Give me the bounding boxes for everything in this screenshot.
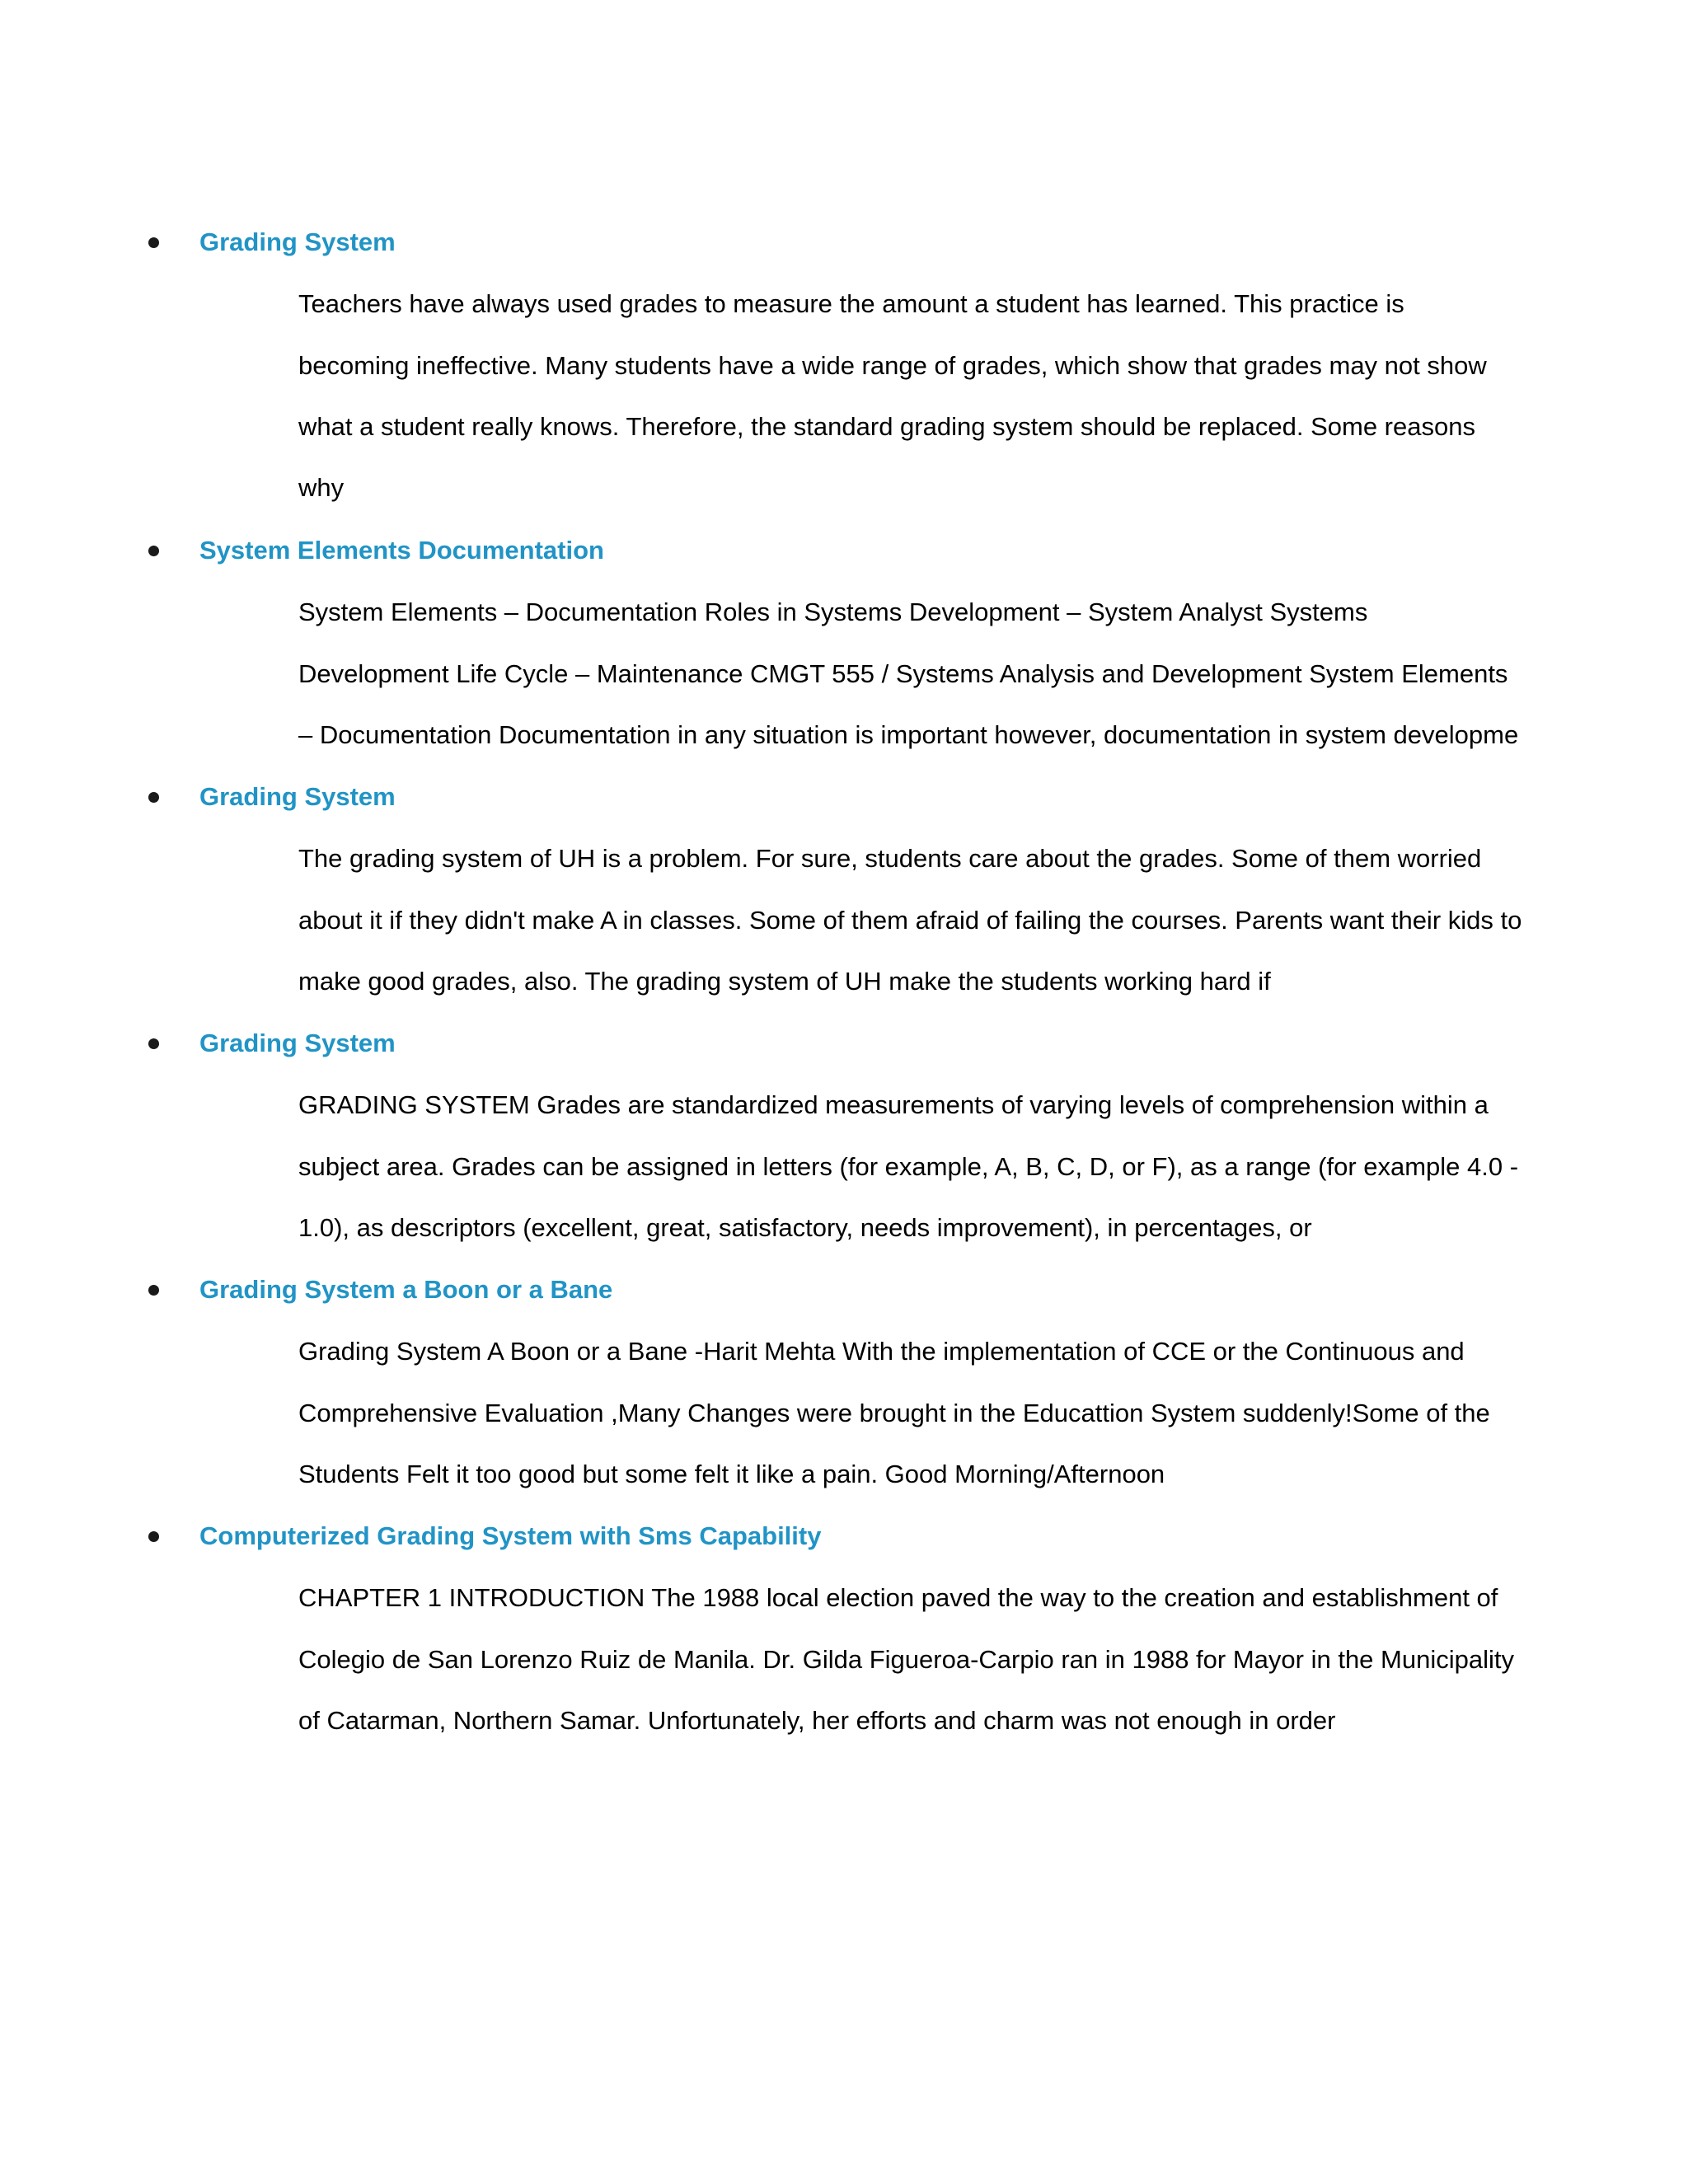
entry-text-line: Colegio de San Lorenzo Ruiz de Manila. Dr. Gilda Figueroa-Carpio ran in 1988 for Mayor in the Municipality [298, 1645, 1514, 1674]
entry-text-line: subject area. Grades can be assigned in letters (for example, A, B, C, D, or F), as a range (for example 4.0 - [298, 1152, 1519, 1181]
entry-text-line: The grading system of UH is a problem. For sure, students care about the grades. Some of them worried [298, 844, 1482, 873]
bullet-icon [148, 237, 159, 248]
bullet-icon [148, 546, 159, 556]
entry-text-line: why [298, 473, 345, 502]
entry-text-line: Teachers have always used grades to measure the amount a student has learned. This practice is [298, 289, 1404, 318]
entry-title-link[interactable]: System Elements Documentation [199, 536, 604, 565]
entry-text-line: – Documentation Documentation in any situation is important however, documentation in system developme [298, 720, 1519, 749]
entry-text-line: Grading System A Boon or a Bane -Harit Mehta With the implementation of CCE or the Continuous and [298, 1337, 1465, 1366]
entry-text-line: Students Felt it too good but some felt it like a pain. Good Morning/Afternoon [298, 1460, 1165, 1488]
entry-text-line: Comprehensive Evaluation ,Many Changes were brought in the Educattion System suddenly!Some of the [298, 1399, 1490, 1427]
entry-title-link[interactable]: Grading System [199, 227, 396, 256]
bullet-icon [148, 1038, 159, 1049]
entry-text-line: about it if they didn't make A in classes. Some of them afraid of failing the courses. Parents want their kids to [298, 906, 1522, 935]
entry-text-line: of Catarman, Northern Samar. Unfortunately, her efforts and charm was not enough in order [298, 1706, 1336, 1735]
bullet-icon [148, 1285, 159, 1296]
entry-text-line: CHAPTER 1 INTRODUCTION The 1988 local election paved the way to the creation and establishment of [298, 1583, 1498, 1612]
entry-text-line: System Elements – Documentation Roles in Systems Development – System Analyst Systems [298, 598, 1368, 626]
entry-title-link[interactable]: Grading System a Boon or a Bane [199, 1275, 613, 1304]
bullet-icon [148, 1531, 159, 1542]
bullet-icon [148, 792, 159, 803]
entry-text-line: Development Life Cycle – Maintenance CMGT 555 / Systems Analysis and Development System Elements [298, 659, 1508, 688]
entry-text-line: make good grades, also. The grading system of UH make the students working hard if [298, 967, 1271, 996]
entry-title-link[interactable]: Grading System [199, 1029, 396, 1057]
entry-text-line: becoming ineffective. Many students have a wide range of grades, which show that grades may not show [298, 351, 1487, 380]
entry-text-line: GRADING SYSTEM Grades are standardized measurements of varying levels of comprehension within a [298, 1090, 1489, 1119]
entry-text-line: 1.0), as descriptors (excellent, great, satisfactory, needs improvement), in percentages, or [298, 1213, 1312, 1242]
entry-title-link[interactable]: Computerized Grading System with Sms Capability [199, 1521, 822, 1550]
entry-title-link[interactable]: Grading System [199, 782, 396, 811]
entry-text-line: what a student really knows. Therefore, the standard grading system should be replaced. Some reasons [298, 412, 1475, 441]
